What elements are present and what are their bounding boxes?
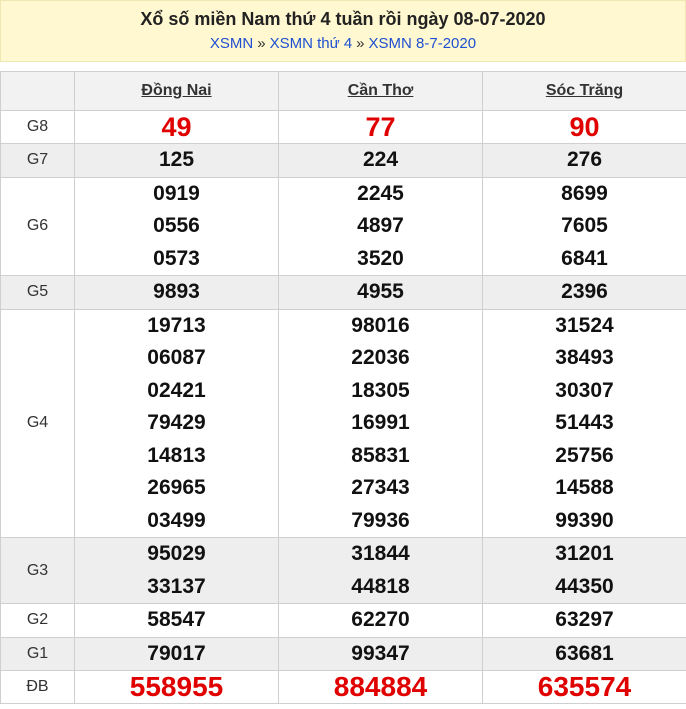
result-number: 63681 [555,641,614,665]
result-cell [279,538,483,604]
result-number: 4955 [357,280,404,303]
result-cell [483,309,686,538]
result-cell [75,671,279,704]
result-cell [483,637,686,671]
result-number: 8699 [561,181,608,205]
breadcrumb-separator: » [257,35,266,52]
result-number: 7605 [561,214,608,237]
result-cell [483,671,686,704]
result-number: 79017 [147,641,206,665]
province-header[interactable] [75,72,279,111]
result-number: 6841 [561,246,608,270]
special-prize-number: 635574 [537,671,632,702]
result-number: 98016 [351,313,410,337]
result-number: 95029 [147,542,206,565]
prize-row-g2 [1,604,686,638]
result-cell [483,144,686,178]
result-number: 79429 [147,411,206,434]
prize-label: G6 [1,177,75,276]
result-number: 03499 [147,508,206,532]
result-cell [483,538,686,604]
prize-label: G8 [1,111,75,144]
result-cell [75,276,279,310]
prize-row-g6 [1,177,686,276]
result-cell [483,111,686,144]
result-number: 2396 [561,280,608,303]
prize-label: G3 [1,538,75,604]
province-header-row [1,72,686,111]
result-number: 79936 [351,508,410,532]
prize-label: G1 [1,637,75,671]
result-number: 90 [569,112,600,142]
breadcrumb-link-xsmn[interactable]: XSMN [209,35,254,52]
result-number: 224 [362,148,399,171]
result-cell [75,177,279,276]
result-cell [75,309,279,538]
result-cell [279,637,483,671]
province-header[interactable] [279,72,483,111]
result-cell [483,177,686,276]
result-number: 0556 [153,214,200,237]
result-cell [75,144,279,178]
prize-row-g8 [1,111,686,144]
result-number: 16991 [351,411,410,434]
result-number: 3520 [357,246,404,270]
result-number: 25756 [555,443,614,467]
result-cell [75,538,279,604]
result-number: 62270 [351,608,410,631]
result-cell [279,604,483,638]
result-number: 58547 [147,608,206,631]
result-number: 125 [158,148,195,171]
province-header[interactable] [483,72,686,111]
prize-row-g4 [1,309,686,538]
result-number: 06087 [147,346,206,369]
breadcrumb [1,33,685,55]
special-prize-number: 558955 [129,671,224,702]
result-number: 99390 [555,508,614,532]
result-number: 44350 [555,574,614,598]
result-number: 63297 [555,608,614,631]
result-number: 14588 [555,476,614,499]
result-number: 31844 [351,542,410,565]
result-cell [279,111,483,144]
result-number: 99347 [351,641,410,665]
prize-label: G7 [1,144,75,178]
result-cell [279,177,483,276]
result-cell [279,144,483,178]
prize-row-special [1,671,686,704]
result-cell [483,276,686,310]
prize-label: G4 [1,309,75,538]
result-number: 9893 [153,280,200,303]
prize-label: G5 [1,276,75,310]
result-number: 27343 [351,476,410,499]
breadcrumb-link-date[interactable]: XSMN 8-7-2020 [368,35,477,52]
province-name[interactable]: Đồng Nai [141,82,212,99]
province-name[interactable]: Sóc Trăng [545,82,624,99]
result-number: 02421 [147,378,206,402]
result-number: 49 [161,112,192,142]
breadcrumb-link-xsmn-thu-4[interactable]: XSMN thứ 4 [269,35,353,52]
result-number: 44818 [351,574,410,598]
prize-row-g5 [1,276,686,310]
result-number: 38493 [555,346,614,369]
prize-row-g7 [1,144,686,178]
result-number: 4897 [357,214,404,237]
prize-row-g3 [1,538,686,604]
result-number: 276 [566,148,603,171]
result-number: 31524 [555,313,614,337]
result-cell [75,604,279,638]
prize-label: ĐB [1,671,75,704]
result-number: 0919 [153,181,200,205]
result-number: 85831 [351,443,410,467]
result-cell [75,637,279,671]
result-number: 2245 [357,181,404,205]
result-cell [279,276,483,310]
result-cell [279,671,483,704]
breadcrumb-separator: » [356,35,365,52]
result-number: 19713 [147,313,206,337]
results-table [0,71,686,704]
result-number: 26965 [147,476,206,499]
page-title: Xổ số miền Nam thứ 4 tuần rồi ngày 08-07-2020 [140,9,546,29]
result-cell [483,604,686,638]
result-number: 77 [365,112,396,142]
result-number: 30307 [555,378,614,402]
corner-cell [1,72,75,111]
result-cell [75,111,279,144]
result-number: 18305 [351,378,410,402]
province-name[interactable]: Cần Thơ [347,82,414,99]
result-number: 51443 [555,411,614,434]
result-number: 33137 [147,574,206,598]
result-number: 0573 [153,246,200,270]
prize-row-g1 [1,637,686,671]
special-prize-number: 884884 [333,671,428,702]
result-number: 14813 [147,443,206,467]
page-header [0,0,686,62]
result-cell [279,309,483,538]
prize-label: G2 [1,604,75,638]
result-number: 22036 [351,346,410,369]
result-number: 31201 [555,542,614,565]
